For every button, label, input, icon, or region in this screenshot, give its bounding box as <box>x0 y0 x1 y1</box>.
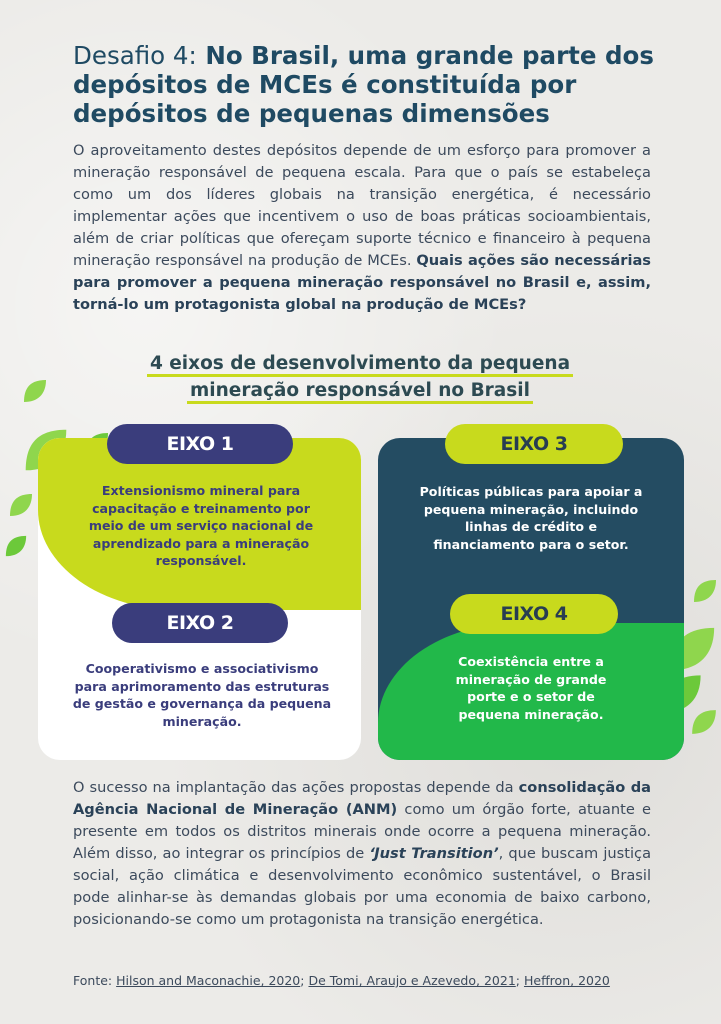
outro-part-3: , que buscam justiça social, ação climática e desenvolvimento econômico sustentável, o Brasil pode alinhar-se às demandas globais por uma economia de baixo carbono, posicionando-se como um protagonista na transição energética. <box>73 845 652 928</box>
outro-italic: ‘Just Transition’ <box>369 845 499 862</box>
axis-3-text: Políticas públicas para apoiar a pequena mineração, incluindo linhas de crédito e financiamento para o setor. <box>419 484 643 552</box>
conclusion-paragraph <box>73 777 651 931</box>
leaf-decoration-icon <box>22 378 48 404</box>
outro-bold: consolidação da Agência Nacional de Mineração (ANM) <box>73 779 652 818</box>
subtitle-line-2: mineração responsável no Brasil <box>187 380 533 404</box>
source-citation <box>73 972 653 990</box>
axis-1-label: EIXO 1 <box>107 424 293 464</box>
panel-axes-1-2 <box>38 438 361 760</box>
leaf-decoration-icon <box>4 534 28 558</box>
source-link-1[interactable]: Hilson and Maconachie, 2020 <box>116 973 301 988</box>
source-separator: ; <box>515 973 520 988</box>
intro-text: O aproveitamento destes depósitos depende de um esforço para promover a mineração responsável de pequena escala. Para que o país se estabeleça como um dos líderes globais na transição energética, é necessário implementar ações que incentivem o uso de boas práticas socioambientais, além de criar políticas que ofereçam suporte técnico e financeiro à pequena mineração responsável na produção de MCEs. <box>73 142 651 269</box>
axis-1-text: Extensionismo mineral para capacitação e treinamento por meio de um serviço nacional de aprendizado para a mineração responsável. <box>88 483 314 568</box>
source-prefix: Fonte: <box>73 973 113 988</box>
outro-part-2: como um órgão forte, atuante e presente em todos os distritos minerais onde ocorre a pequena mineração. Além disso, ao integrar os princípios de <box>73 801 652 862</box>
axis-4-label: EIXO 4 <box>450 594 618 634</box>
page-title <box>73 41 673 128</box>
title-lead: Desafio 4: <box>73 41 197 70</box>
title-bold: No Brasil, uma grande parte dos depósitos de MCEs é constituída por depósitos de pequenas dimensões <box>73 41 654 128</box>
leaf-decoration-icon <box>690 708 718 736</box>
outro-part-1: O sucesso na implantação das ações propostas depende da <box>73 779 514 796</box>
leaf-decoration-icon <box>692 578 718 604</box>
axis-4-text: Coexistência entre a mineração de grande porte e o setor de pequena mineração. <box>455 654 607 722</box>
axis-3-label: EIXO 3 <box>445 424 623 464</box>
intro-question: Quais ações são necessárias para promover a pequena mineração responsável no Brasil e, assim, torná-lo um protagonista global na produção de MCEs? <box>73 252 651 313</box>
source-separator: ; <box>300 973 305 988</box>
axes-subtitle <box>100 350 620 404</box>
axis-2-label: EIXO 2 <box>112 603 288 643</box>
subtitle-line-1: 4 eixos de desenvolvimento da pequena <box>147 353 573 377</box>
source-link-3[interactable]: Heffron, 2020 <box>523 973 610 988</box>
leaf-decoration-icon <box>8 492 34 518</box>
axis-2-text: Cooperativismo e associativismo para aprimoramento das estruturas de gestão e governança da pequena mineração. <box>72 661 332 729</box>
intro-paragraph <box>73 140 651 316</box>
source-link-2[interactable]: De Tomi, Araujo e Azevedo, 2021 <box>308 973 516 988</box>
